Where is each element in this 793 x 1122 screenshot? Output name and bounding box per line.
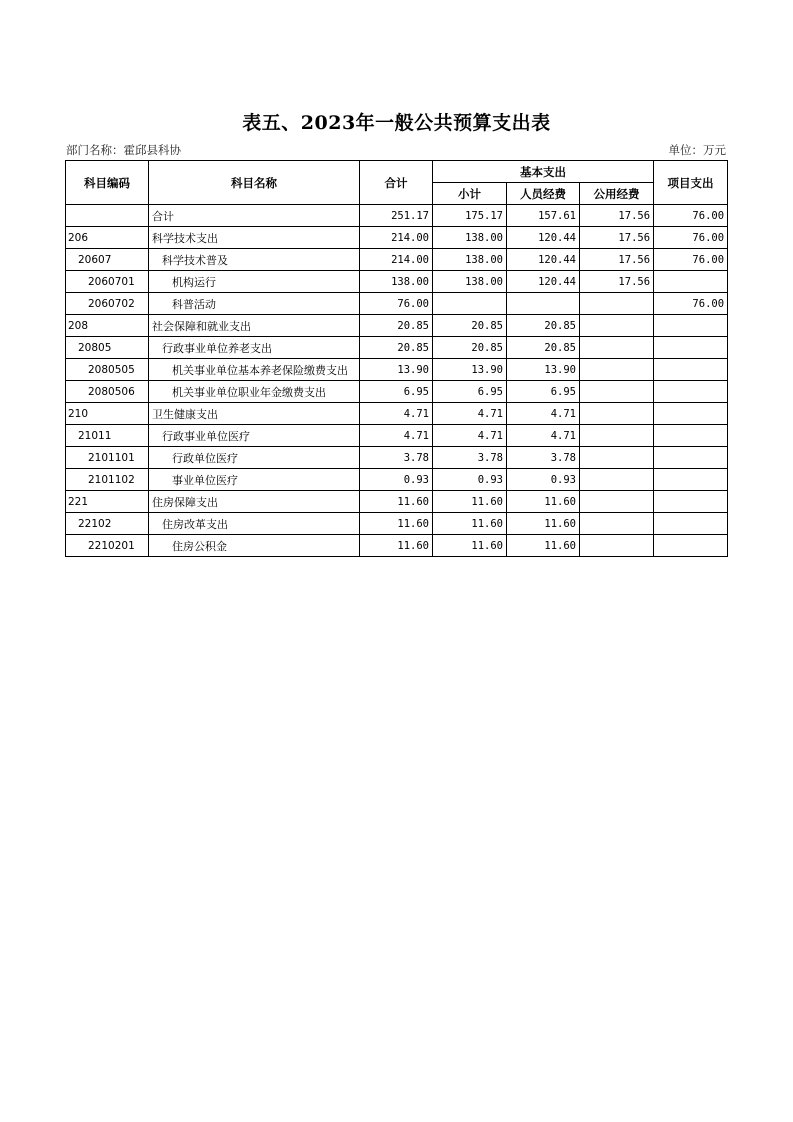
cell-code: 206: [66, 227, 149, 249]
cell-public: [580, 447, 654, 469]
cell-code: 2210201: [66, 535, 149, 557]
cell-public: [580, 337, 654, 359]
table-row: [66, 293, 728, 315]
table-row: [66, 359, 728, 381]
cell-personnel: 120.44: [507, 249, 580, 271]
cell-name: 行政单位医疗: [149, 447, 360, 469]
table-row: [66, 249, 728, 271]
cell-total: 251.17: [360, 205, 433, 227]
header-personnel: 人员经费: [507, 183, 580, 205]
cell-personnel: 120.44: [507, 227, 580, 249]
cell-total: 13.90: [360, 359, 433, 381]
cell-project: [654, 403, 728, 425]
cell-project: [654, 337, 728, 359]
cell-subtotal: 138.00: [433, 249, 507, 271]
cell-personnel: 20.85: [507, 315, 580, 337]
table-row: [66, 315, 728, 337]
cell-public: [580, 359, 654, 381]
cell-total: 214.00: [360, 227, 433, 249]
cell-project: [654, 469, 728, 491]
cell-subtotal: 13.90: [433, 359, 507, 381]
cell-total: 0.93: [360, 469, 433, 491]
table-row: [66, 491, 728, 513]
cell-code: 2101102: [66, 469, 149, 491]
cell-public: [580, 513, 654, 535]
header-total: 合计: [360, 161, 433, 205]
cell-personnel: 4.71: [507, 425, 580, 447]
cell-subtotal: 20.85: [433, 337, 507, 359]
cell-public: [580, 491, 654, 513]
cell-subtotal: 3.78: [433, 447, 507, 469]
cell-project: [654, 271, 728, 293]
cell-project: [654, 425, 728, 447]
department-label: 部门名称：霍邱县科协: [66, 143, 181, 157]
cell-code: 208: [66, 315, 149, 337]
table-row: [66, 513, 728, 535]
cell-subtotal: 138.00: [433, 227, 507, 249]
header-basic: 基本支出: [433, 161, 654, 183]
cell-public: 17.56: [580, 271, 654, 293]
cell-name: 社会保障和就业支出: [149, 315, 360, 337]
header-project: 项目支出: [654, 161, 728, 205]
cell-total: 11.60: [360, 513, 433, 535]
cell-total: 20.85: [360, 315, 433, 337]
cell-total: 3.78: [360, 447, 433, 469]
cell-subtotal: 11.60: [433, 535, 507, 557]
header-public: 公用经费: [580, 183, 654, 205]
cell-personnel: 11.60: [507, 513, 580, 535]
header-name: 科目名称: [149, 161, 360, 205]
cell-project: 76.00: [654, 293, 728, 315]
cell-total: 76.00: [360, 293, 433, 315]
cell-name: 卫生健康支出: [149, 403, 360, 425]
table-body: [66, 205, 728, 557]
cell-code: 21011: [66, 425, 149, 447]
header-subtotal: 小计: [433, 183, 507, 205]
cell-subtotal: 11.60: [433, 513, 507, 535]
cell-name: 事业单位医疗: [149, 469, 360, 491]
cell-personnel: 11.60: [507, 491, 580, 513]
cell-code: 210: [66, 403, 149, 425]
table-row: [66, 535, 728, 557]
cell-public: [580, 425, 654, 447]
cell-name: 住房改革支出: [149, 513, 360, 535]
page-title: 表五、2023年一般公共预算支出表: [242, 112, 551, 134]
header-code: 科目编码: [66, 161, 149, 205]
table-row: [66, 337, 728, 359]
cell-total: 11.60: [360, 491, 433, 513]
cell-subtotal: 4.71: [433, 403, 507, 425]
cell-personnel: 157.61: [507, 205, 580, 227]
cell-subtotal: [433, 293, 507, 315]
cell-subtotal: 4.71: [433, 425, 507, 447]
cell-code: 2080506: [66, 381, 149, 403]
cell-project: [654, 359, 728, 381]
cell-public: 17.56: [580, 205, 654, 227]
cell-subtotal: 6.95: [433, 381, 507, 403]
cell-name: 住房保障支出: [149, 491, 360, 513]
cell-total: 20.85: [360, 337, 433, 359]
cell-total: 6.95: [360, 381, 433, 403]
table-row: [66, 271, 728, 293]
cell-personnel: 4.71: [507, 403, 580, 425]
cell-project: 76.00: [654, 227, 728, 249]
table-row: [66, 205, 728, 227]
cell-public: [580, 293, 654, 315]
cell-total: 4.71: [360, 403, 433, 425]
cell-personnel: 6.95: [507, 381, 580, 403]
cell-name: 科普活动: [149, 293, 360, 315]
cell-name: 行政事业单位医疗: [149, 425, 360, 447]
cell-project: [654, 513, 728, 535]
cell-code: 2101101: [66, 447, 149, 469]
cell-total: 4.71: [360, 425, 433, 447]
cell-project: [654, 381, 728, 403]
cell-subtotal: 0.93: [433, 469, 507, 491]
cell-project: 76.00: [654, 205, 728, 227]
cell-project: [654, 447, 728, 469]
cell-personnel: 13.90: [507, 359, 580, 381]
budget-table: [65, 160, 728, 557]
cell-public: [580, 403, 654, 425]
table-row: [66, 403, 728, 425]
cell-name: 科学技术支出: [149, 227, 360, 249]
cell-total: 138.00: [360, 271, 433, 293]
cell-name: 科学技术普及: [149, 249, 360, 271]
cell-total: 214.00: [360, 249, 433, 271]
cell-code: 2080505: [66, 359, 149, 381]
cell-code: 22102: [66, 513, 149, 535]
cell-public: [580, 315, 654, 337]
unit-label: 单位：万元: [668, 143, 726, 157]
cell-name: 住房公积金: [149, 535, 360, 557]
cell-code: 2060701: [66, 271, 149, 293]
cell-personnel: 20.85: [507, 337, 580, 359]
cell-subtotal: 20.85: [433, 315, 507, 337]
cell-project: 76.00: [654, 249, 728, 271]
cell-personnel: 120.44: [507, 271, 580, 293]
cell-total: 11.60: [360, 535, 433, 557]
cell-public: 17.56: [580, 249, 654, 271]
cell-code: 20805: [66, 337, 149, 359]
cell-code: 221: [66, 491, 149, 513]
cell-personnel: 3.78: [507, 447, 580, 469]
cell-code: [66, 205, 149, 227]
cell-code: 2060702: [66, 293, 149, 315]
table-row: [66, 447, 728, 469]
cell-personnel: [507, 293, 580, 315]
cell-project: [654, 491, 728, 513]
cell-name: 机构运行: [149, 271, 360, 293]
cell-code: 20607: [66, 249, 149, 271]
cell-project: [654, 315, 728, 337]
table-row: [66, 381, 728, 403]
cell-name: 合计: [149, 205, 360, 227]
cell-personnel: 0.93: [507, 469, 580, 491]
cell-personnel: 11.60: [507, 535, 580, 557]
table-row: [66, 227, 728, 249]
table-row: [66, 469, 728, 491]
cell-subtotal: 138.00: [433, 271, 507, 293]
table-row: [66, 425, 728, 447]
cell-name: 行政事业单位养老支出: [149, 337, 360, 359]
cell-name: 机关事业单位基本养老保险缴费支出: [149, 359, 360, 381]
cell-public: 17.56: [580, 227, 654, 249]
cell-public: [580, 469, 654, 491]
cell-project: [654, 535, 728, 557]
cell-public: [580, 381, 654, 403]
cell-subtotal: 11.60: [433, 491, 507, 513]
cell-subtotal: 175.17: [433, 205, 507, 227]
cell-public: [580, 535, 654, 557]
cell-name: 机关事业单位职业年金缴费支出: [149, 381, 360, 403]
